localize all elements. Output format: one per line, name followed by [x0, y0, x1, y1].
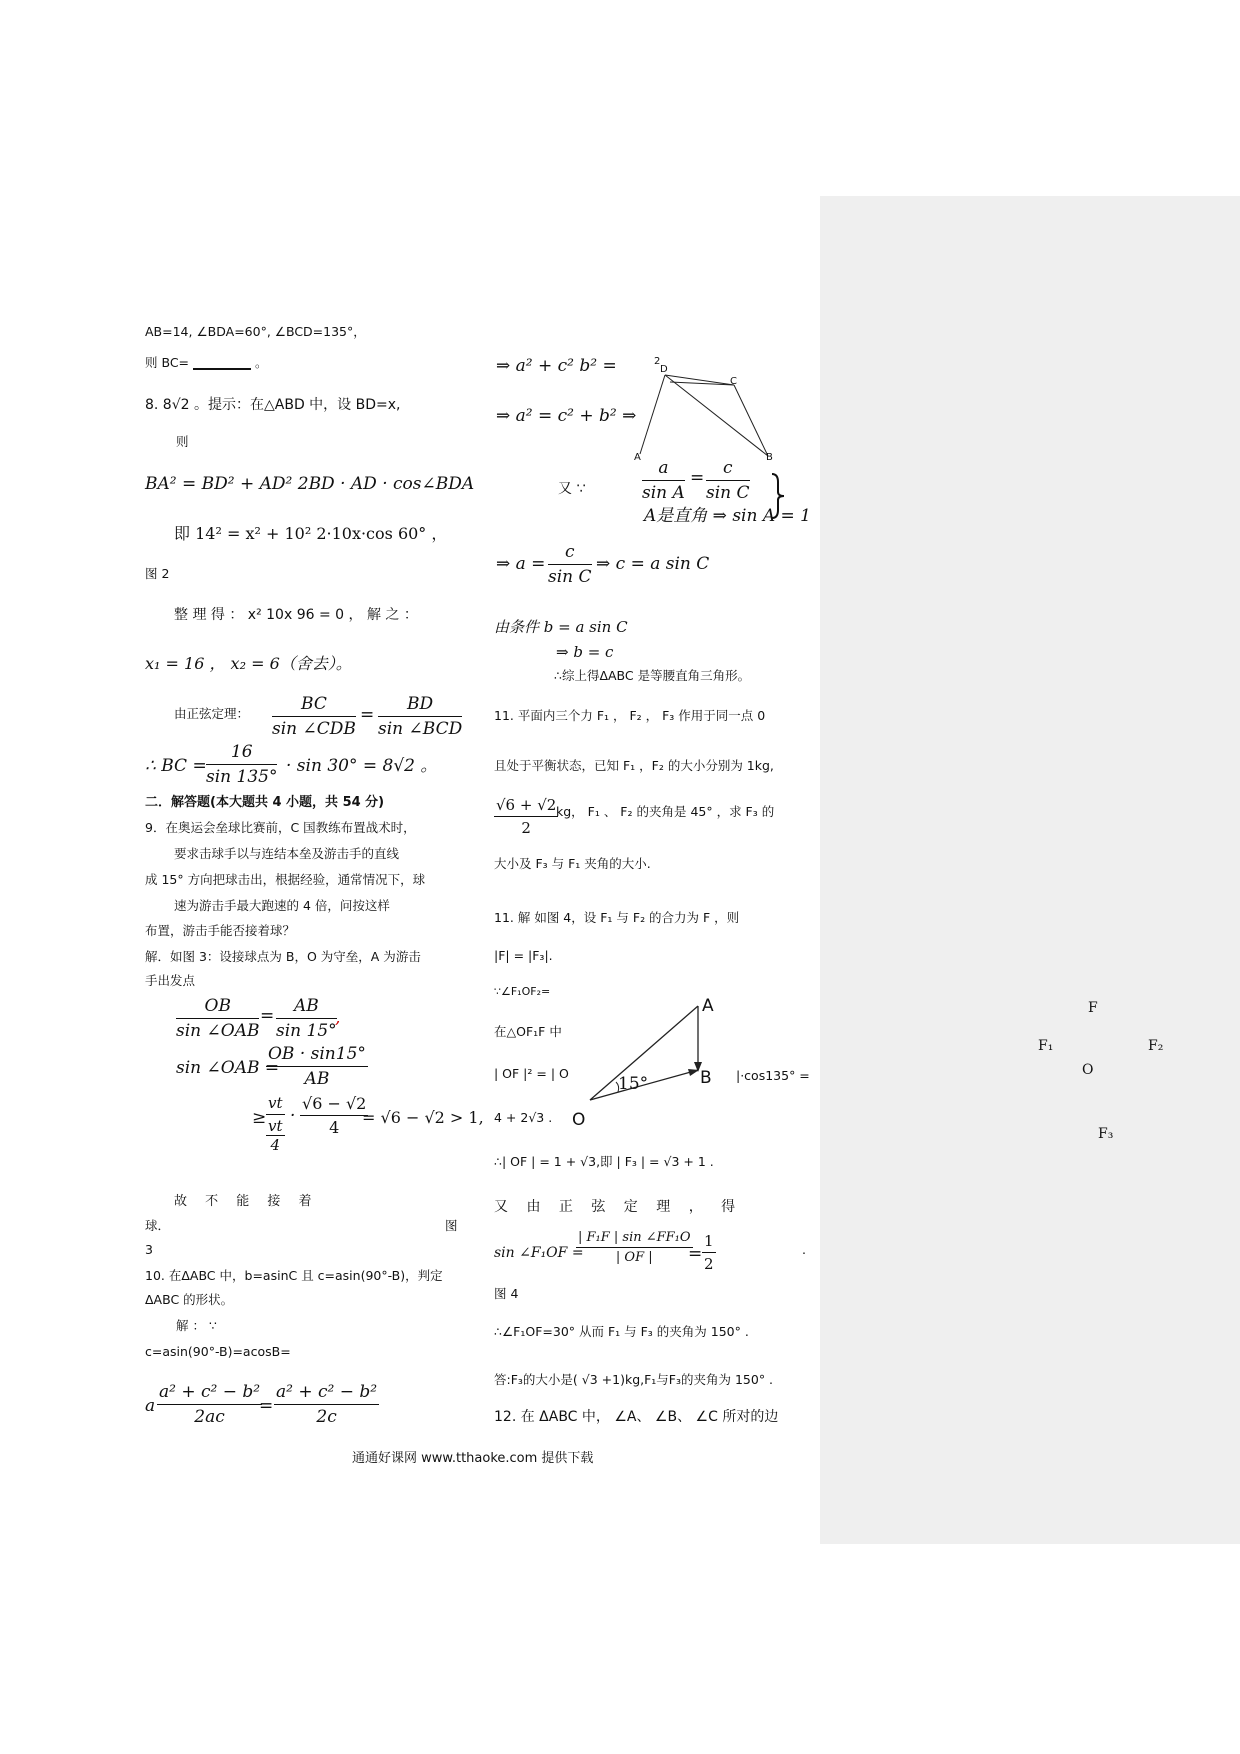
- step-r1: ⇒ a² + c² b² =: [496, 356, 617, 376]
- problem12-line1: 12. 在 ΔABC 中， ∠A、 ∠B、 ∠C 所对的边: [494, 1409, 779, 1425]
- problem9-line2: 要求击球手以与连结本垒及游击手的直线: [174, 846, 400, 861]
- problem10-solution2: c=asin(90°-B)=acosB=: [145, 1344, 291, 1359]
- fraction-sqrt6-plus-sqrt2-over-2: $\frac{√6 + √2}{2}$: [496, 796, 557, 837]
- side-label-f: F: [1088, 1000, 1098, 1016]
- problem11-answer: 答:F₃的大小是( √3 +1)kg,F₁与F₃的夹角为 150° .: [494, 1372, 774, 1387]
- step-r7: ∴综上得ΔABC 是等腰直角三角形。: [554, 668, 751, 683]
- fraction-c-over-sinc: $\frac{c}{\text{sin C}}$: [706, 458, 750, 503]
- dot-operator: ·: [290, 1106, 296, 1126]
- section-heading: 二．解答题(本大题共 4 小题，共 54 分): [145, 795, 385, 810]
- diagonal-db: [665, 375, 768, 456]
- step-r3-line2: A是直角 ⇒ sin A = 1: [644, 506, 811, 526]
- problem10-line1: 10. 在ΔABC 中，b=asinC 且 c=asin(90°-B)，判定: [145, 1268, 443, 1283]
- fraction-16-over-sin135: $\frac{16}{\sin 135^\circ}$: [206, 742, 278, 787]
- fraction-ab-over-sin15: $\frac{AB}{\sin 15^\circ}$: [276, 996, 337, 1041]
- problem11-solution2: |F| = |F₃|.: [494, 948, 553, 963]
- fraction-cosine-2ac: $\frac{\text{a² + c² − b²}}{2ac}$: [159, 1382, 261, 1427]
- problem10-solution: 解 ： ∵: [176, 1318, 217, 1333]
- problem11-line2: 且处于平衡状态，已知 F₁ ，F₂ 的大小分别为 1kg,: [494, 758, 774, 773]
- problem8-result-suffix: · sin 30° = 8√2 。: [286, 756, 438, 776]
- problem9-conclusion2: 球．: [145, 1218, 171, 1233]
- problem10-line2: ΔABC 的形状。: [145, 1292, 234, 1307]
- side-label-o: O: [1082, 1062, 1094, 1078]
- problem8-roots: x₁ = 16 ， x₂ = 6（舍去）。: [145, 654, 352, 673]
- fraction-cosine-2c: $\frac{\text{a² + c² − b²}}{2c}$: [276, 1382, 378, 1427]
- fraction-sine-ratio: $\frac{\text{| F₁F | sin ∠FF₁O}}{| OF |}$: [578, 1230, 691, 1265]
- fraction-a-over-sina: $\frac{a}{\text{sin A}}$: [642, 458, 685, 503]
- equals-sign: =: [360, 705, 375, 725]
- equals-sign: =: [688, 1244, 703, 1264]
- fraction-ob-over-sin-oab: OB sin ∠OAB: [176, 996, 260, 1041]
- side-label-f1: F₁: [1038, 1038, 1054, 1054]
- vertex-label-a: A: [634, 452, 641, 463]
- triangle-oab-diagram: [560, 990, 710, 1120]
- problem7-given: AB=14, ∠BDA=60°, ∠BCD=135°，: [145, 324, 366, 339]
- sin-f1of-prefix: sin ∠F₁OF =: [494, 1245, 584, 1261]
- problem8-then: 则: [176, 434, 189, 449]
- problem11-solution5b: |·cos135° =: [736, 1068, 810, 1083]
- comma: ,: [335, 1008, 341, 1028]
- problem9-line5: 布置，游击手能否接着球？: [145, 923, 296, 938]
- page-footer: 通通好课网 www.tthaoke.com 提供下载: [352, 1451, 594, 1466]
- step-r3-prefix: 又 ∵: [558, 481, 586, 497]
- figure2-caption: 图 2: [145, 566, 170, 581]
- vertex-label-c: C: [730, 376, 737, 387]
- fraction-bc-over-sin-cdb: BC sin ∠CDB: [272, 694, 356, 739]
- problem11-solution4: 在△OF₁F 中: [494, 1024, 562, 1039]
- arrowhead-ob: [688, 1069, 699, 1076]
- problem11-solution6: 4 + 2√3 .: [494, 1110, 553, 1125]
- problem8-result-prefix: ∴ BC =: [145, 756, 207, 776]
- problem9-line3: 成 15° 方向把球击出，根据经验，通常情况下，球: [145, 872, 426, 887]
- equals-sign: =: [260, 1006, 275, 1026]
- figure4-caption: 图 4: [494, 1286, 519, 1301]
- fraction-c-over-sinc-2: $\frac{c}{\text{sin C}}$: [548, 542, 592, 587]
- quadrilateral-diagram: [630, 360, 780, 470]
- step-r4-suffix: ⇒ c = a sin C: [596, 554, 710, 574]
- problem8-cosine-law: BA² = BD² + AD² 2BD · AD · cos∠BDA: [145, 474, 475, 494]
- problem11-line3: kg， F₁ 、 F₂ 的夹角是 45° ，求 F₃ 的: [556, 804, 775, 819]
- figure3-caption-a: 图: [445, 1218, 458, 1233]
- fraction-ob-sin15-over-ab: $\frac{OB \cdot \sin 15^\circ}{AB}$: [268, 1044, 366, 1089]
- problem8-sine-label: 由正弦定理：: [174, 706, 250, 721]
- side-label-f3: F₃: [1098, 1126, 1114, 1142]
- ge-sign: ≥: [252, 1108, 267, 1128]
- side-cb: [734, 385, 768, 456]
- step-r2: ⇒ a² = c² + b² ⇒: [496, 406, 637, 426]
- right-brace: [770, 472, 786, 520]
- step-r5: 由条件 b = a sin C: [494, 618, 628, 636]
- inequality-result: = √6 − √2 > 1,: [362, 1108, 484, 1127]
- fraction-bd-over-sin-bcd: BD sin ∠BCD: [378, 694, 463, 739]
- variable-a: a: [145, 1396, 156, 1416]
- problem11-solution8: 又 由 正 弦 定 理 ， 得: [494, 1199, 736, 1215]
- step-r4-prefix: ⇒ a =: [496, 554, 546, 574]
- point-label-a: A: [702, 996, 714, 1016]
- problem8-substitution: 即 14² = x² + 10² 2·10x·cos 60° ，: [174, 524, 448, 543]
- comment-margin-panel: [820, 196, 1240, 1544]
- problem11-solution1: 11. 解 如图 4，设 F₁ 与 F₂ 的合力为 F ，则: [494, 910, 740, 925]
- point-label-o: O: [572, 1110, 586, 1130]
- problem11-line4: 大小及 F₃ 与 F₁ 夹角的大小.: [494, 856, 651, 871]
- fraction-sqrt6-minus-sqrt2-over-4: $\frac{√6 - √2}{4}$: [302, 1094, 367, 1137]
- fraction-one-half: $\frac{1}{2}$: [704, 1232, 714, 1273]
- problem9-conclusion: 故 不 能 接 着: [174, 1194, 312, 1209]
- problem11-solution10: ∴∠F₁OF=30° 从而 F₁ 与 F₃ 的夹角为 150° .: [494, 1324, 749, 1339]
- equals-sign: =: [690, 468, 705, 488]
- trailing-dot: .: [802, 1242, 806, 1257]
- sin-oab-prefix: sin ∠OAB =: [176, 1058, 280, 1078]
- equals-sign: =: [259, 1396, 274, 1416]
- point-label-b: B: [700, 1068, 712, 1088]
- nested-fraction: vt 4: [268, 1117, 283, 1154]
- problem11-solution5: | OF |² = | O: [494, 1066, 569, 1081]
- side-label-f2: F₂: [1148, 1038, 1164, 1054]
- problem11-line1: 11. 平面内三个力 F₁ ， F₂ ， F₃ 作用于同一点 0: [494, 708, 766, 723]
- angle-label-15: 15°: [618, 1074, 649, 1094]
- superscript-2: 2: [654, 356, 661, 367]
- vertex-label-d: D: [660, 364, 668, 375]
- problem8-head: 8. 8√2 。提示：在△ABD 中，设 BD=x,: [145, 397, 401, 413]
- answer-blank: [193, 368, 251, 370]
- vertex-label-b: B: [766, 452, 773, 463]
- problem8-simplify: 整 理 得 ： x² 10x 96 = 0 ， 解 之 ：: [174, 607, 418, 623]
- problem7-ask: 则 BC= 。: [145, 355, 268, 370]
- problem11-solution3: ∵∠F₁OF₂=: [494, 985, 551, 998]
- figure3-caption-b: 3: [145, 1242, 153, 1257]
- problem9-line4: 速为游击手最大跑速的 4 倍，问按这样: [174, 898, 390, 913]
- problem9-solution2: 手出发点: [145, 973, 196, 988]
- fraction-vt-over-vt4: vt vt 4: [268, 1094, 283, 1154]
- side-ad: [640, 375, 665, 454]
- step-r6: ⇒ b = c: [556, 643, 614, 661]
- problem9-line1: 9．在奥运会垒球比赛前，C 国教练布置战术时，: [145, 820, 416, 835]
- problem9-solution1: 解．如图 3：设接球点为 B，O 为守垒，A 为游击: [145, 949, 421, 964]
- problem11-solution7: ∴| OF | = 1 + √3,即 | F₃ | = √3 + 1 .: [494, 1154, 714, 1169]
